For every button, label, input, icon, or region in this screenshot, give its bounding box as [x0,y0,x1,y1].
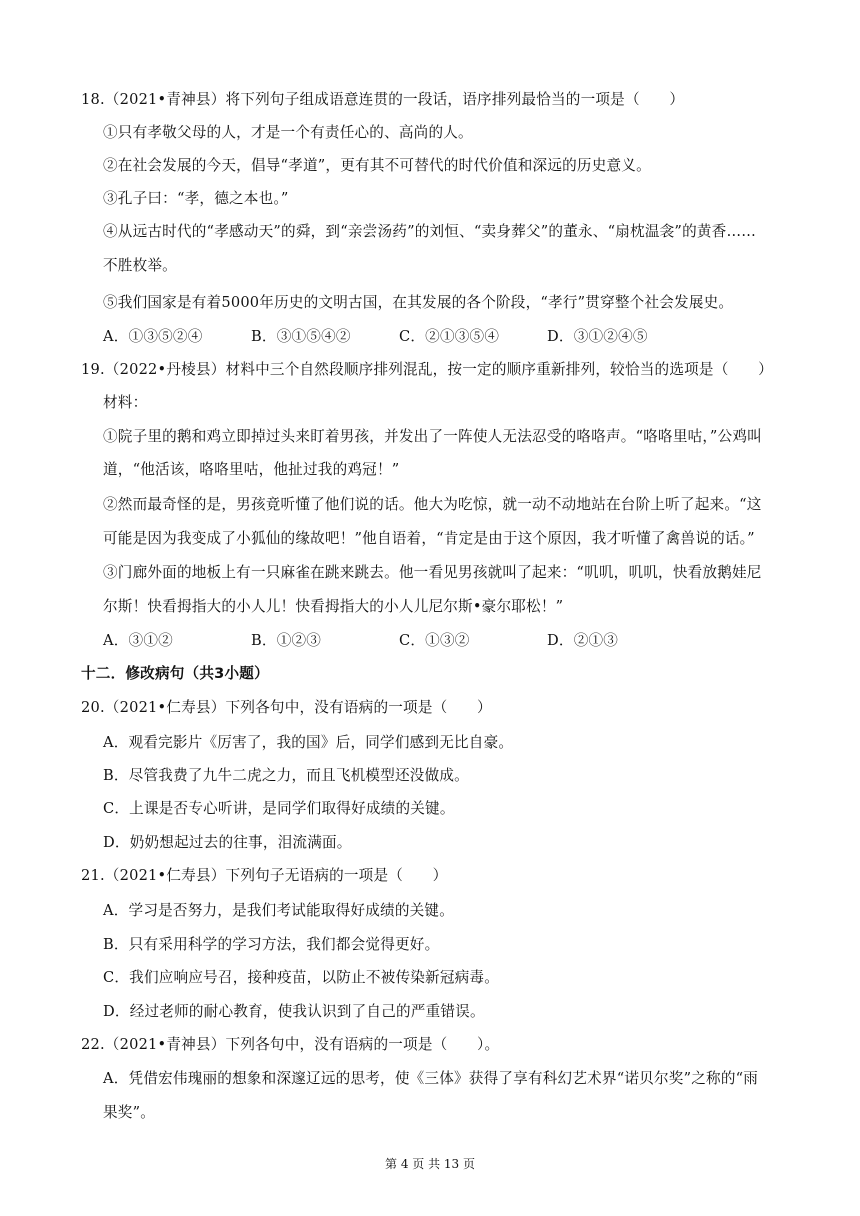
q18-option-b[interactable]: B．③①⑤④② [251,328,351,345]
q18-sentence-3: ③孔子曰：“孝，德之本也。” [103,190,289,207]
q18-sentence-2: ②在社会发展的今天，倡导“孝道”，更有其不可替代的时代价值和深远的历史意义。 [103,157,651,174]
q22-stem: 22.（2021•青神县）下列各句中，没有语病的一项是（ ）。 [81,1036,500,1053]
q19-paragraph-1-cont: 道，“他活该，咯咯里咕，他扯过我的鸡冠！” [103,461,400,478]
q18-sentence-5: ⑤我们国家是有着5000年历史的文明古国，在其发展的各个阶段，“孝行”贯穿整个社会发展史。 [103,294,734,311]
q19-paragraph-2-cont: 可能是因为我变成了小狐仙的缘故吧！”他自语着，“肯定是由于这个原因，我才听懂了禽兽说的话。” [103,530,755,547]
q19-option-b[interactable]: B．①②③ [251,632,322,649]
q22-option-a[interactable]: A．凭借宏伟瑰丽的想象和深邃辽远的思考，使《三体》获得了享有科幻艺术界“诺贝尔奖”之称的“雨 [103,1070,759,1087]
q21-option-c[interactable]: C．我们应响应号召，接种疫苗，以防止不被传染新冠病毒。 [103,969,500,986]
page-number-footer: 第 4 页 共 13 页 [385,1157,475,1171]
q19-material-label: 材料： [103,394,148,411]
q19-paragraph-1: ①院子里的鹅和鸡立即掉过头来盯着男孩，并发出了一阵使人无法忍受的咯咯声。“咯咯里咕，”公鸡叫 [103,428,762,445]
q21-option-d[interactable]: D．经过老师的耐心教育，使我认识到了自己的严重错误。 [103,1003,485,1020]
q18-sentence-4: ④从远古时代的“孝感动天”的舜，到“亲尝汤药”的刘恒、“卖身葬父”的董永、“扇枕温衾”的黄香…… [103,223,757,240]
q18-sentence-1: ①只有孝敬父母的人，才是一个有责任心的、高尚的人。 [103,124,473,141]
q18-stem: 18.（2021•青神县）将下列句子组成语意连贯的一段话，语序排列最恰当的一项是（ ） [81,91,685,108]
q22-option-a-cont: 果奖”。 [103,1104,156,1121]
q19-paragraph-2: ②然而最奇怪的是，男孩竟听懂了他们说的话。他大为吃惊，就一动不动地站在台阶上听了起来。“这 [103,496,762,513]
q20-option-c[interactable]: C．上课是否专心听讲，是同学们取得好成绩的关键。 [103,800,455,817]
q20-option-b[interactable]: B．尽管我费了九牛二虎之力，而且飞机模型还没做成。 [103,767,469,784]
q19-option-d[interactable]: D．②①③ [547,632,619,649]
q19-options [103,631,695,651]
q19-paragraph-3-cont: 尔斯！快看拇指大的小人儿！快看拇指大的小人儿尼尔斯•豪尔耶松！” [103,598,564,615]
q21-option-a[interactable]: A．学习是否努力，是我们考试能取得好成绩的关键。 [103,902,454,919]
q20-option-a[interactable]: A．观看完影片《厉害了，我的国》后，同学们感到无比自豪。 [103,734,514,751]
q20-stem: 20.（2021•仁寿县）下列各句中，没有语病的一项是（ ） [81,699,492,716]
q18-sentence-4-cont: 不胜枚举。 [103,257,177,274]
q20-option-d[interactable]: D．奶奶想起过去的往事，泪流满面。 [103,834,352,851]
q19-option-c[interactable]: C．①③② [399,632,470,649]
q19-option-a[interactable]: A．③①② [103,632,173,649]
q19-stem: 19.（2022•丹棱县）材料中三个自然段顺序排列混乱，按一定的顺序重新排列，较恰当的选项是（ ） [81,361,773,378]
q18-option-c[interactable]: C．②①③⑤④ [399,328,500,345]
q18-options [103,327,695,347]
q21-option-b[interactable]: B．只有采用科学的学习方法，我们都会觉得更好。 [103,936,440,953]
q21-stem: 21.（2021•仁寿县）下列句子无语病的一项是（ ） [81,867,448,884]
q19-paragraph-3: ③门廊外面的地板上有一只麻雀在跳来跳去。他一看见男孩就叫了起来：“叽叽，叽叽，快看放鹅娃尼 [103,564,762,581]
q18-option-a[interactable]: A．①③⑤②④ [103,328,203,345]
section-heading: 十二．修改病句（共3小题） [81,665,269,682]
q18-option-d[interactable]: D．③①②④⑤ [547,328,648,345]
